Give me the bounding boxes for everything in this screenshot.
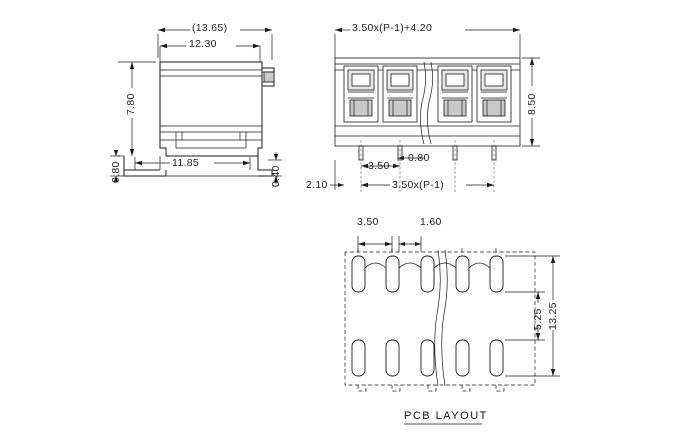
dim-outer-height: 13.25 (547, 302, 559, 330)
dim-pin-pitch-base: 11.85 (172, 157, 199, 169)
dim-pin-span: 3.50x(P-1) (392, 179, 445, 191)
dim-pad-gap: 1.60 (420, 216, 442, 228)
dim-tail-height: 0.40 (270, 165, 282, 187)
dim-front-height: 8.50 (526, 93, 538, 115)
dim-base-height: 0.80 (110, 161, 122, 183)
dim-edge-offset: 2.10 (306, 179, 328, 191)
dim-body-length: 12.30 (189, 38, 217, 50)
dim-overall-bracket: (13.65) (192, 22, 228, 34)
dim-body-height: 7.80 (125, 93, 137, 115)
dim-pin-width: 0.80 (408, 152, 430, 164)
dim-pcb-pitch: 3.50 (357, 216, 379, 228)
dim-total-width: 3.50x(P-1)+4.20 (352, 22, 433, 34)
pcb-layout-title: PCB LAYOUT (404, 410, 488, 422)
dim-pitch-front: 3.50 (368, 160, 390, 172)
dim-inner-height: 5.25 (532, 308, 544, 330)
